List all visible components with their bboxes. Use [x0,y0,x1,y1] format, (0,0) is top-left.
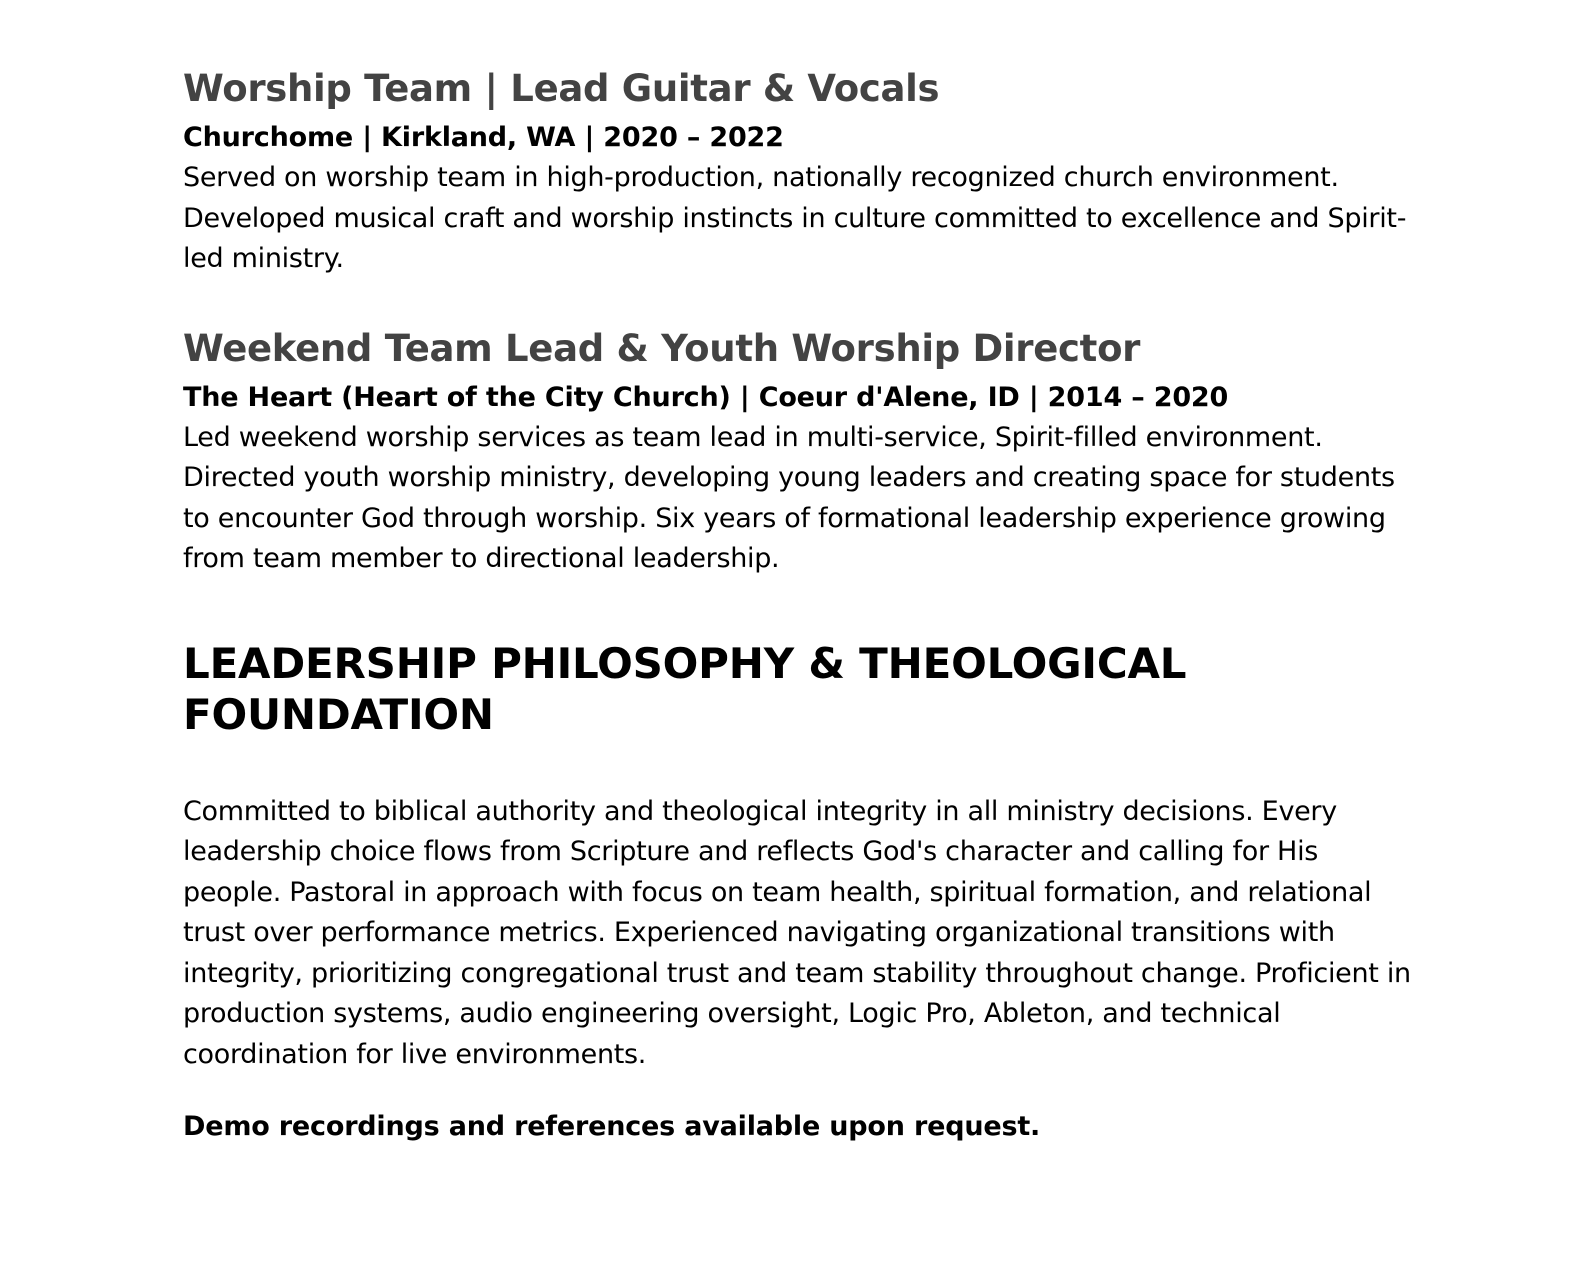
experience-entry [183,64,1413,280]
job-title: Worship Team | Lead Guitar & Vocals [183,67,940,110]
job-meta: Churchome | Kirkland, WA | 2020 – 2022 [183,122,784,153]
section-heading: LEADERSHIP PHILOSOPHY & THEOLOGICAL FOUNDATION [183,638,1187,739]
philosophy-paragraph: Committed to biblical authority and theological integrity in all ministry decisions. Every leadership choice flows from Scripture and reflects God's character and calling for His people. Pastoral in approach with focus on team health, spiritual formation, and relational trust over performance metrics. Experienced navigating organizational transitions with integrity, prioritizing congregational trust and team stability throughout change. Proficient in production systems, audio engineering oversight, Logic Pro, Ableton, and technical coordination for live environments. [183,795,1411,1070]
closing-note: Demo recordings and references available upon request. [183,1111,1041,1142]
job-title: Weekend Team Lead & Youth Worship Director [183,326,1141,370]
job-description: Led weekend worship services as team lead in multi-service, Spirit-filled environment. Directed youth worship ministry, developing young leaders and creating space for students to encounter God through worship. Six years of formational leadership experience growing from team member to directional leadership. [183,421,1395,574]
job-description: Served on worship team in high-production, nationally recognized church environment. Developed musical craft and worship instincts in culture committed to excellence and Spirit-led ministry. [183,162,1407,274]
resume-content [183,64,1413,1147]
job-meta: The Heart (Heart of the City Church) | Coeur d'Alene, ID | 2014 – 2020 [183,381,1229,413]
experience-entry [183,324,1413,580]
